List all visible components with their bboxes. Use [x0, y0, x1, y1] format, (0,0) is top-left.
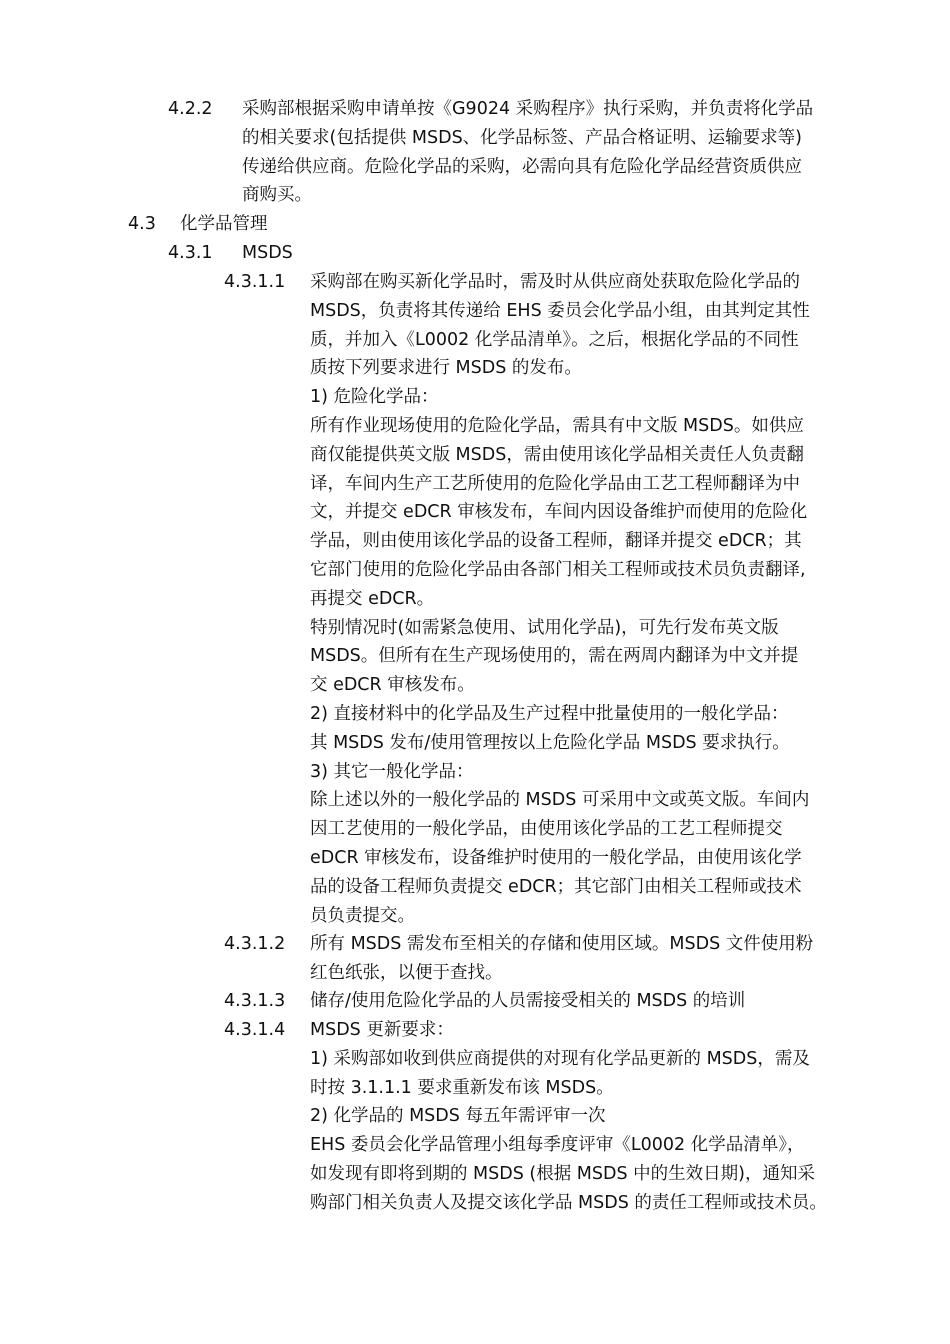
section-body: [310, 1016, 827, 1218]
section-number: 4.3.1.3: [224, 991, 286, 1011]
section-number: 4.3: [128, 214, 156, 234]
text-line: 其 MSDS 发布/使用管理按以上危险化学品 MSDS 要求执行。: [310, 732, 790, 753]
text-line: 它部门使用的危险化学品由各部门相关工程师或技术员负责翻译,: [310, 559, 806, 580]
text-line: 质，并加入《L0002 化学品清单》。之后，根据化学品的不同性: [310, 329, 799, 350]
text-line: MSDS 更新要求：: [310, 1020, 454, 1040]
section-title: MSDS: [242, 243, 293, 263]
text-line: 品的设备工程师负责提交 eDCR；其它部门由相关工程师或技术: [310, 876, 802, 897]
text-line: 译，车间内生产工艺所使用的危险化学品由工艺工程师翻译为中: [310, 473, 800, 494]
section-number: 4.3.1.2: [224, 934, 286, 954]
text-line: 采购部根据采购申请单按《G9024 采购程序》执行采购，并负责将化学品: [242, 99, 814, 119]
section-body: [310, 987, 745, 1016]
text-line: 再提交 eDCR。: [310, 588, 435, 609]
text-line: 传递给供应商。危险化学品的采购，必需向具有危险化学品经营资质供应: [242, 156, 802, 177]
text-line: 商购买。: [242, 185, 312, 206]
text-line: 质按下列要求进行 MSDS 的发布。: [310, 358, 582, 379]
text-line: 所有作业现场使用的危险化学品，需具有中文版 MSDS。如供应: [310, 415, 804, 436]
text-line: 2) 化学品的 MSDS 每五年需评审一次: [310, 1106, 606, 1127]
text-line: eDCR 审核发布，设备维护时使用的一般化学品，由使用该化学: [310, 847, 802, 868]
text-line: 所有 MSDS 需发布至相关的存储和使用区域。MSDS 文件使用粉: [310, 934, 814, 954]
section-number: 4.3.1: [168, 243, 213, 263]
text-line: 员负责提交。: [310, 905, 415, 926]
text-line: EHS 委员会化学品管理小组每季度评审《L0002 化学品清单》，: [310, 1135, 805, 1156]
text-line: 交 eDCR 审核发布。: [310, 675, 475, 696]
section-number: 4.3.1.1: [224, 272, 286, 292]
text-line: 1) 危险化学品：: [310, 387, 439, 408]
text-line: 采购部在购买新化学品时，需及时从供应商处获取危险化学品的: [310, 272, 800, 292]
section-title: 化学品管理: [180, 214, 268, 234]
section-body: [310, 268, 810, 930]
text-line: 文，并提交 eDCR 审核发布，车间内因设备维护而使用的危险化: [310, 502, 808, 523]
text-line: 特别情况时(如需紧急使用、试用化学品)，可先行发布英文版: [310, 617, 779, 638]
text-line: 2) 直接材料中的化学品及生产过程中批量使用的一般化学品：: [310, 703, 789, 724]
section-body: [310, 930, 813, 988]
text-line: 购部门相关负责人及提交该化学品 MSDS 的责任工程师或技术员。: [310, 1192, 827, 1213]
text-line: 1) 采购部如收到供应商提供的对现有化学品更新的 MSDS，需及: [310, 1048, 810, 1069]
text-line: 因工艺使用的一般化学品，由使用该化学品的工艺工程师提交: [310, 819, 783, 840]
text-line: 商仅能提供英文版 MSDS，需由使用该化学品相关责任人负责翻: [310, 444, 804, 465]
text-line: 的相关要求(包括提供 MSDS、化学品标签、产品合格证明、运输要求等): [242, 127, 803, 148]
section-number: 4.2.2: [168, 99, 213, 119]
text-line: 红色纸张，以便于查找。: [310, 962, 503, 983]
text-line: 如发现有即将到期的 MSDS (根据 MSDS 中的生效日期)，通知采: [310, 1163, 815, 1184]
text-line: 学品，则由使用该化学品的设备工程师，翻译并提交 eDCR；其: [310, 531, 802, 552]
text-line: 3) 其它一般化学品：: [310, 761, 474, 782]
section-body: [242, 95, 813, 210]
text-line: MSDS。但所有在生产现场使用的，需在两周内翻译为中文并提: [310, 646, 799, 667]
text-line: MSDS，负责将其传递给 EHS 委员会化学品小组，由其判定其性: [310, 300, 810, 321]
text-line: 除上述以外的一般化学品的 MSDS 可采用中文或英文版。车间内: [310, 790, 810, 811]
text-line: 储存/使用危险化学品的人员需接受相关的 MSDS 的培训: [310, 991, 746, 1011]
text-line: 时按 3.1.1.1 要求重新发布该 MSDS。: [310, 1077, 614, 1098]
section-number: 4.3.1.4: [224, 1020, 286, 1040]
